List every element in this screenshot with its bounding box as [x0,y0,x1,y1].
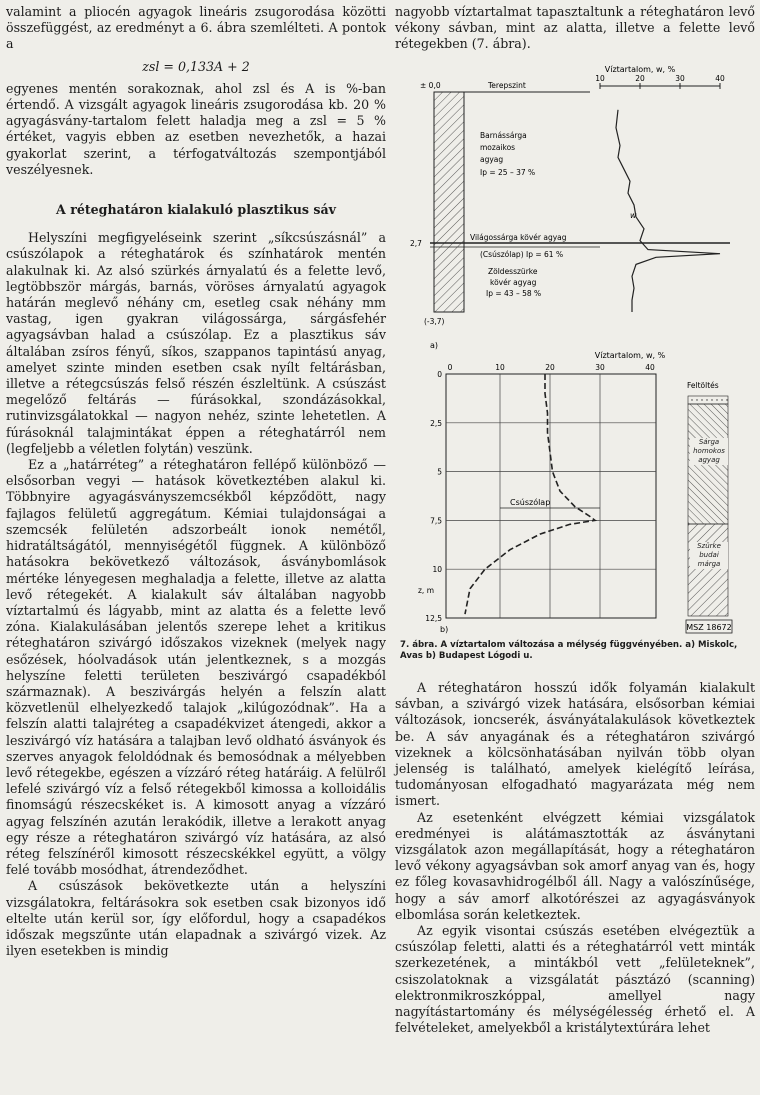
legend-marl: Szürke budai márga [690,542,728,569]
standard-label: MSZ 18672 [686,623,732,632]
top-depth: ± 0,0 [420,81,441,90]
paragraph: A csúszások bekövetkezte után a helyszíni vizsgálatokra, feltárásokra sok esetben csak bizonyos idő eltelte után kerül sor, így előfordul, hogy a csapadékos időszak megszűnte után elapadnak a szivárgó vizek. Az ilyen esetekben is mindig [6,878,386,959]
paragraph: valamint a pliocén agyagok lineáris zsugorodása közötti összefüggést, az eredményt a 6. ábra szemlélteti. A pontok a [6,4,386,52]
depth-tick-label: 5 [437,467,442,477]
paragraph: Helyszíni megfigyeléseink szerint „síkcsúszásnál” a csúszólapok a réteghatárok és színhatárok mentén alakulnak ki. Az alsó szürkés árnyalatú és a felette levő, legtöbbször márgás, barnás, vöröses árnyalatú agyagok határán meglevő néhány cm, esetleg csak néhány mm vastag, igen gyakran világossárga, sárgásfehér agyagsávban halad a csúszólap. Ez a plasztikus sáv általában zsíros fényű, síkos, szappanos tapintású anyag, amelyet szinte minden esetben csak nyílt feltárásban, illetve a rétegcsúszás felső részén észleltünk. A csúszást megelőző feltárás — fúrásokkal, szondázásokkal, rutinvizsgálatokkal — nagyon nehéz, szinte lehetetlen. A fúrásoknál talajmintákat éppen a réteghatárról nem (legfeljebb a véletlen folytán) veszünk. [6,230,386,456]
paragraph: Ez a „határréteg” a réteghatáron fellépő különböző — elsősorban vegyi — hatások következtében alakul ki. Többnyire agyagásványszemcsékből képződött, nagy fajlagos felületű aggregátum. Kémiai tulajdonságai a szemcsék felületén adszorbeált ionok nemétől, hidratáltságától, mennyiségétől függnek. A különböző hatásokra bekövetkező változások, ásványbomlások mértéke lényegesen meghaladja a felette, illetve az alatta levő rétegekét. A kialakult sáv általában nagyobb víztartalmú és lágyabb, mint az alatta és a felette levő zóna. Kialakulásában jelentős szerepe lehet a kritikus réteghatáron szivárgó időszakos vizeknek (melyek nagy esőzések, hóolvadások után jelentkeznek, s a mozgás helyszíne feletti területen beszivárgó csapadékból származnak). A beszivárgás helyén a felszín alatt közvetlenül elhelyezkedő talajok „kilúgozódnak”. Ha a felszín alatti talajréteg a csapadékvizet átengedi, akkor a leszivárgó víz hatására a talajban levő oldható ásványok és szerves anyagok feloldódnak és bemosódnak a mélyebben levő rétegekbe, egészen a vízzáró réteg határáig. A felülről lefelé szivárgó víz a felső rétegekből kimossa a kolloidális finomságú részecskéket is. A kimosott anyag a vízzáró agyag felszínén azután lerakódik, illetve a lerakott anyag egy része a réteghatáron szivárgó víz hatására, az alsó réteg felszínéről kimosott részecskékkel együtt, a völgy felé tovább mosódhat, átrendeződhet. [6,457,386,878]
layer-label: agyag [480,155,504,164]
figure-caption: 7. ábra. A víztartalom változása a mélység függvényében. a) Miskolc, Avas b) Budapest Lógodi u. [400,640,738,661]
layer-label: Zöldesszürke [488,267,538,276]
panel-a-title: Víztartalom, w, % [604,65,676,74]
legend-sand: Sárga homokos agyag [690,438,728,465]
layer-label: Ip = 25 – 37 % [480,168,536,177]
section-heading: A réteghatáron kialakuló plasztikus sáv [56,202,336,218]
depth-tick-label: 12,5 [425,614,442,623]
left-column [6,4,386,959]
depth-tick-label: 0 [437,370,442,379]
legend-text [690,438,728,488]
x-tick-label: 0 [447,363,453,372]
paragraph: Az esetenként elvégzett kémiai vizsgálatok eredményei is alátámasztották az ásványtani vizsgálatok azon megállapítását, hogy a réteghatáron levő vékony agyagsávban sok amorf anyag van és, hogy ez főleg kovasavhidrogélből áll. Nagy a valószínűsége, hogy a sáv amorf alkotórészei az agyagásványok elbomlása során keletkeztek. [395,809,755,922]
ground-label: Terepszint [488,81,526,90]
depth-axis-label: z, m [418,586,435,595]
depth-tick-label: 7,5 [430,516,442,526]
paragraph: egyenes mentén sorakoznak, ahol zsl és A is %-ban értendő. A vizsgált agyagok lineáris zsugorodása kb. 20 % agyagásvány-tartalom felett haladja meg a zsl = 5 % értéket, vagyis ebben az esetben nevezhetők, a hazai gyakorlat szerint, a térfogatváltozás szempontjából veszélyesnek. [6,80,386,177]
w-label: w [630,211,637,220]
panel-b-title: Víztartalom, w, % [594,351,666,360]
w-profile-b [465,374,595,614]
right-column-bottom [395,680,755,1036]
x-tick-label: 10 [495,363,505,372]
panel-b-label: b) [440,625,449,634]
paragraph: Az egyik visontai csúszás esetében elvégeztük a csúszólap feletti, alatti és a réteghatárról vett minták szerkezetének, a mintákból vett „felületeknek”, csiszolatoknak a vizsgálatát pásztázó (scanning) elektronmikroszkóppal, amellyel nagy nagyítástartomány és mélységélesség érhető el. A felvételeket, amelyekből a kristálytextúrára lehet [395,923,755,1036]
x-tick-label: 10 [595,74,605,83]
panel-a [410,65,730,350]
panel-b [418,351,732,634]
band-depth: 2,7 [410,239,422,248]
formula: zsl = 0,133A + 2 [142,58,250,74]
paragraph: nagyobb víztartalmat tapasztaltunk a réteghatáron levő vékony sávban, mint az alatta, illetve a felette levő rétegekben (7. ábra). [395,4,755,52]
x-tick-label: 40 [645,363,655,372]
figure-svg [400,58,756,638]
band-sub: (Csúszólap) Ip = 61 % [480,250,564,259]
slip-label: Csúszólap [510,498,551,507]
band-label: Világossárga kövér agyag [470,233,567,242]
x-tick-label: 30 [595,363,605,372]
legend-fill: Feltöltés [687,381,719,390]
legend-text [690,542,728,582]
panel-a-label: a) [430,341,439,350]
layer-label: Ip = 43 – 58 % [486,289,542,298]
x-tick-label: 20 [635,74,645,83]
paragraph: A réteghatáron hosszú idők folyamán kialakult sávban, a szivárgó vizek hatására, elsősorban kémiai változások, ioncserék, ásványátalakulások következtek be. A sáv anyagának és a réteghatáron szivárgó vizeknek a kölcsönhatásában nyilván több olyan jelenség is található, amelyek kielégítő leírása, tudományosan elfogadható magyarázata még nem ismert. [395,680,755,809]
figure-7 [400,58,756,668]
depth-tick-label: 2,5 [430,418,442,428]
legend-swatch [688,396,728,404]
right-column-top [395,4,755,53]
x-tick-label: 40 [715,74,725,83]
layer-label: kövér agyag [490,278,537,287]
layer-label: mozaikos [480,143,516,152]
x-tick-label: 20 [545,363,555,372]
layer-label: Barnássárga [480,131,527,140]
panel-b-frame [446,374,656,618]
borehole-column [434,92,464,312]
bottom-depth: (-3,7) [424,317,445,326]
x-tick-label: 30 [675,74,685,83]
depth-tick-label: 10 [432,565,442,575]
